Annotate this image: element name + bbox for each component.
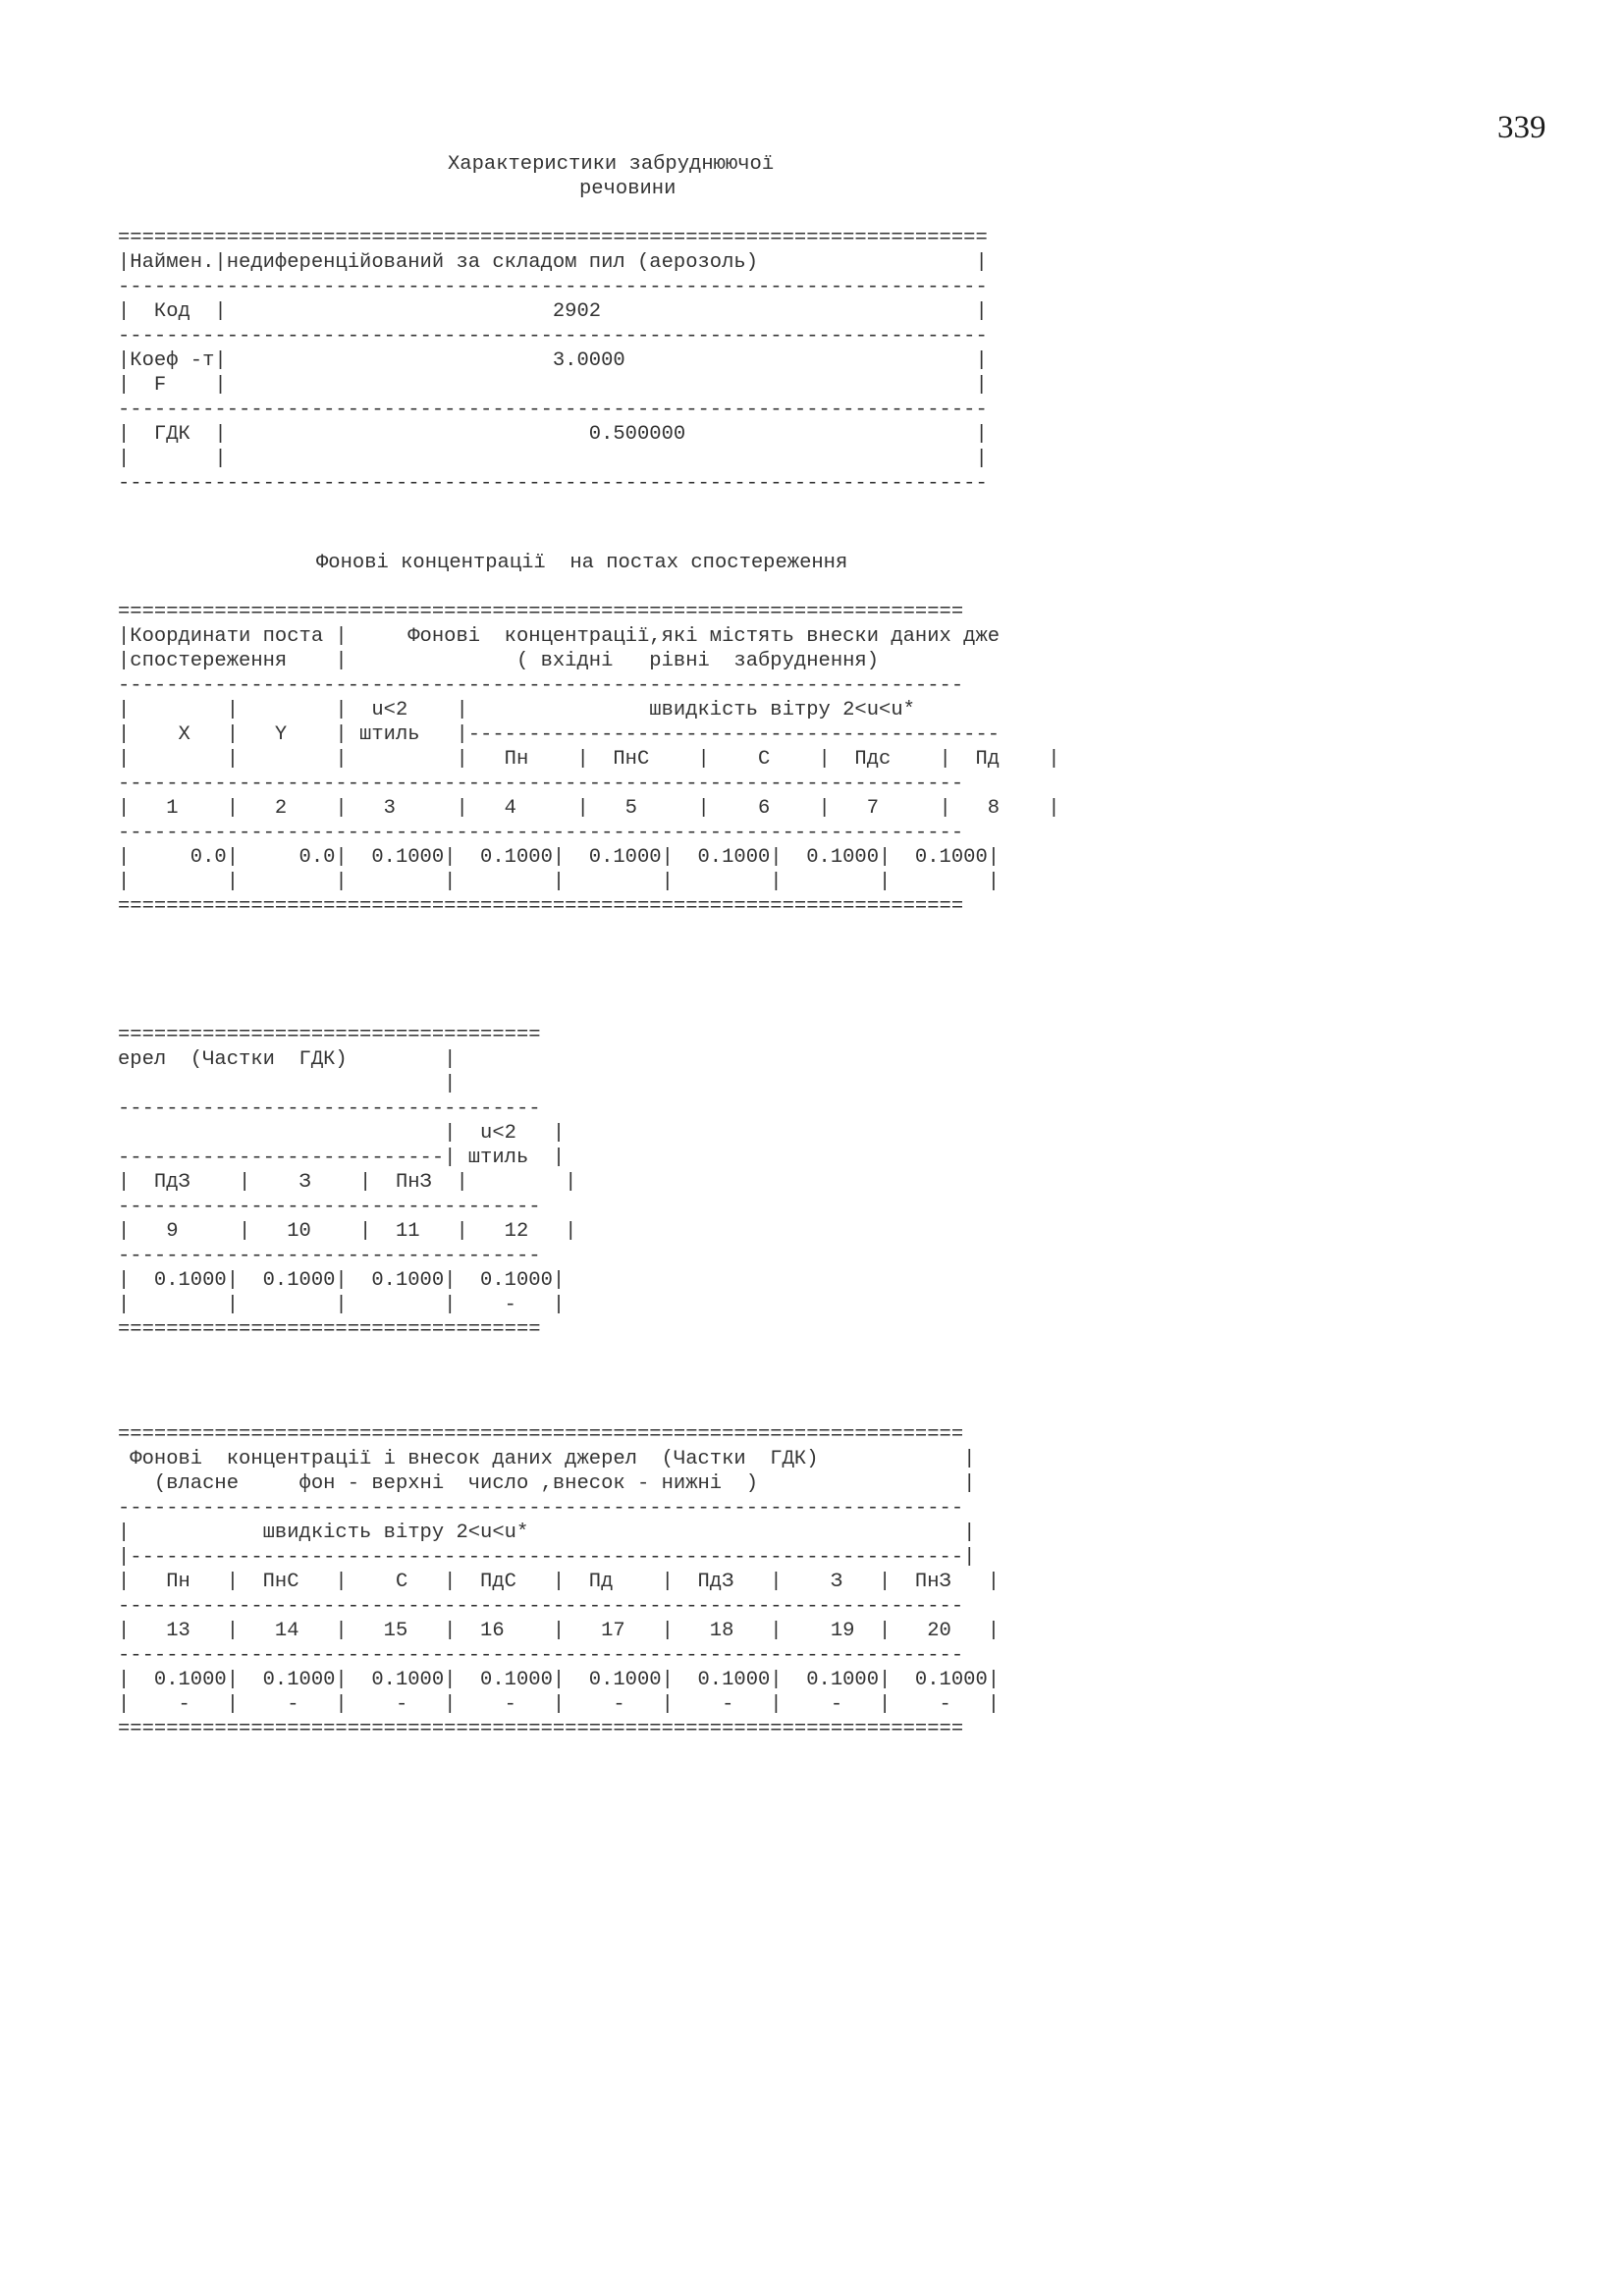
contribution-table-line: ---------------------------------------------------------------------- [118,1644,964,1667]
sources-table-line: | ПдЗ | З | ПнЗ | | [118,1171,577,1194]
contribution-table-line: |---------------------------------------------------------------------| [118,1546,976,1569]
substance-table-line: | | | [118,448,988,470]
substance-title-line2: речовини [579,178,677,200]
contribution-table-line: | 0.1000| 0.1000| 0.1000| 0.1000| 0.1000| 0.1000| 0.1000| 0.1000| [118,1669,1001,1691]
contribution-table-line: | швидкість вітру 2<u<u* | [118,1522,976,1544]
sources-table-line: | u<2 | [118,1122,566,1145]
substance-table-line: | F | | [118,374,988,397]
contribution-table-line: ====================================================================== [118,1423,964,1446]
background-table-line: | 0.0| 0.0| 0.1000| 0.1000| 0.1000| 0.1000| 0.1000| 0.1000| [118,846,1001,869]
sources-table-line: ерел (Частки ГДК) | [118,1048,457,1071]
sources-table-line: ----------------------------------- [118,1196,541,1218]
substance-table-line: |Коеф -т| 3.0000 | [118,349,988,372]
substance-table-line: ------------------------------------------------------------------------ [118,472,988,495]
substance-table-line: | ГДК | 0.500000 | [118,423,988,446]
contribution-table-line: ---------------------------------------------------------------------- [118,1595,964,1618]
background-table-line: ====================================================================== [118,601,964,623]
sources-table-line: ----------------------------------- [118,1097,541,1120]
background-table-line: ---------------------------------------------------------------------- [118,822,964,844]
substance-table-line: ======================================================================== [118,227,988,249]
contribution-table-line: (власне фон - верхні число ,внесок - нижні ) | [118,1472,976,1495]
sources-table-line: | [118,1073,457,1095]
substance-table-line: | Код | 2902 | [118,300,988,323]
sources-table-line: =================================== [118,1318,541,1341]
contribution-table-line: | 13 | 14 | 15 | 16 | 17 | 18 | 19 | 20 | [118,1620,1001,1642]
page-number: 339 [1497,110,1546,145]
background-table-line: |Координати поста | Фонові концентрації,які містять внески даних дже [118,625,1001,648]
background-table-line: | | | u<2 | швидкість вітру 2<u<u* [118,699,915,721]
background-table-line: | | | | Пн | ПнС | С | Пдс | Пд | [118,748,1060,771]
substance-title-line1: Характеристики забруднюючої [448,153,775,176]
contribution-table-line: Фонові концентрації і внесок даних джерел (Частки ГДК) | [118,1448,976,1470]
background-table-line: ---------------------------------------------------------------------- [118,773,964,795]
contribution-table-line: ====================================================================== [118,1718,964,1740]
background-table-line: | | | | | | | | | [118,871,1001,893]
background-table-line: | 1 | 2 | 3 | 4 | 5 | 6 | 7 | 8 | [118,797,1060,820]
background-title: Фонові концентрації на постах спостереження [316,552,848,574]
background-table-line: ---------------------------------------------------------------------- [118,674,964,697]
contribution-table-line: ---------------------------------------------------------------------- [118,1497,964,1520]
background-table-line: |спостереження | ( вхідні рівні забруднення) [118,650,880,672]
substance-table-line: ------------------------------------------------------------------------ [118,276,988,298]
sources-table-line: =================================== [118,1024,541,1046]
contribution-table-line: | - | - | - | - | - | - | - | - | [118,1693,1001,1716]
sources-table-line: | 9 | 10 | 11 | 12 | [118,1220,577,1243]
substance-table-line: ------------------------------------------------------------------------ [118,325,988,347]
sources-table-line: ----------------------------------- [118,1245,541,1267]
background-table-line: | X | Y | штиль |-------------------------------------------- [118,723,1001,746]
sources-table-line: | 0.1000| 0.1000| 0.1000| 0.1000| [118,1269,566,1292]
substance-table-line: ------------------------------------------------------------------------ [118,399,988,421]
contribution-table-line: | Пн | ПнС | С | ПдС | Пд | ПдЗ | З | ПнЗ | [118,1571,1001,1593]
sources-table-line: ---------------------------| штиль | [118,1147,566,1169]
sources-table-line: | | | | - | [118,1294,566,1316]
background-table-line: ====================================================================== [118,895,964,918]
substance-table-line: |Наймен.|недиференційований за складом пил (аерозоль) | [118,251,988,274]
